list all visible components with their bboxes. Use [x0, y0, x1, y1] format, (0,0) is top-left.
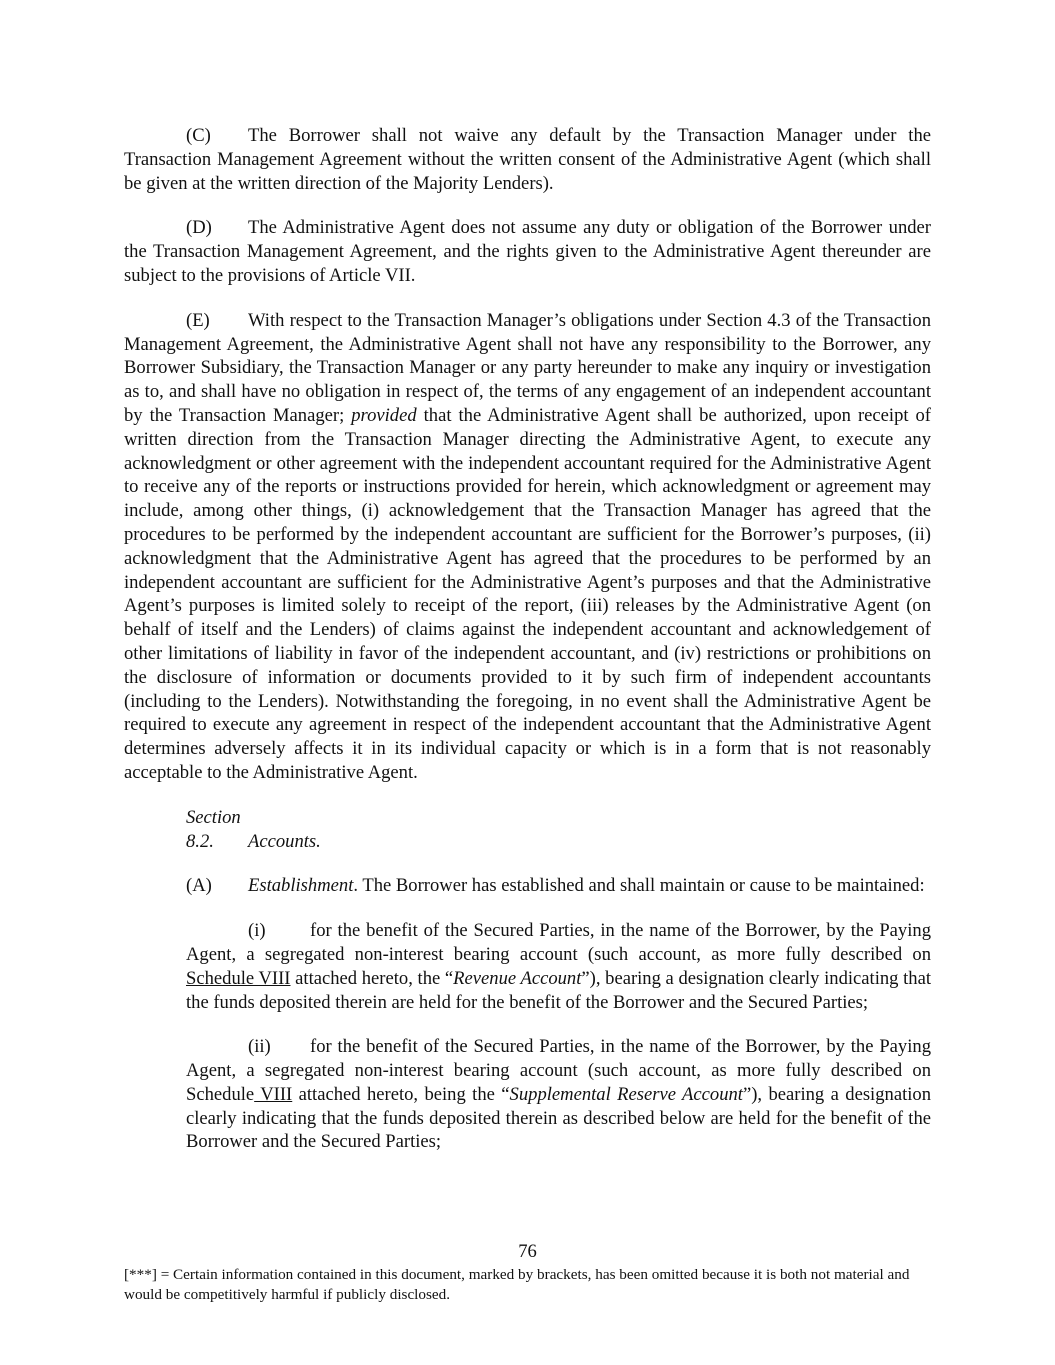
paragraph-text: . The Borrower has established and shall maintain or cause to be maintained: — [353, 875, 925, 897]
paragraph-label: (C) — [186, 125, 211, 146]
italic-heading: Establishment — [248, 875, 354, 897]
section-title: Accounts. — [248, 830, 321, 852]
paragraph-label: (A) — [186, 875, 212, 897]
footnote: [***] = Certain information contained in this document, marked by brackets, has been omitted because it is both not material and would be competitively harmful if publicly disclosed. — [124, 1266, 910, 1303]
paragraph-text: that the Administrative Agent shall be authorized, upon receipt of written direction from the Transaction Manager directing the Administrative Agent, to execute any acknowledgment or other agreement with the independent accountant required for the Administrative Agent to receive any of the reports or instructions provided for herein, which acknowledgment or agreement may include, among other things, (i) acknowledgement that the Transaction Manager has agreed that the procedures to be performed by the independent accountant are sufficient for the Borrower’s purposes, (ii) acknowledgment that the Administrative Agent has agreed that the procedures to be performed by an independent accountant are sufficient for the Administrative Agent’s purposes and that the Administrative Agent’s purposes is limited solely to receipt of the report, (iii) releases by the Administrative Agent (on behalf of itself and the Lenders) of claims against the independent accountant and acknowledgement of other limitations of liability in favor of the independent accountant, and (iv) restrictions or prohibitions on the disclosure of information or documents provided to it by such firm of independent accountants (including to the Lenders). Notwithstanding the foregoing, in no event shall the Administrative Agent be required to execute any agreement in respect of the independent accountant that the Administrative Agent determines adversely affects it in its individual capacity or which is in a form that is not reasonably acceptable to the Administrative Agent. — [124, 404, 931, 783]
paragraph-a — [124, 874, 931, 898]
paragraph-text: The Borrower shall not waive any default by the Transaction Manager under the Transaction Management Agreement without the written consent of the Administrative Agent (which shall be given at the written direction of the Majority Lenders). — [124, 125, 931, 194]
paragraph-label: (E) — [186, 309, 210, 331]
subparagraph-ii — [186, 1035, 931, 1154]
section-heading — [186, 806, 931, 854]
italic-term: provided — [351, 404, 417, 426]
paragraph-text: The Administrative Agent does not assume any duty or obligation of the Borrower under the Transaction Management Agreement, and the rights given to the Administrative Agent thereunder are subject to the provisions of Article VII. — [124, 217, 931, 286]
schedule-link[interactable]: VIII — [254, 1083, 293, 1105]
schedule-link[interactable]: Schedule VIII — [186, 967, 291, 989]
subparagraph-label: (i) — [248, 920, 266, 942]
defined-term: Supplemental Reserve Account — [509, 1083, 743, 1105]
subparagraph-i — [186, 919, 931, 1014]
paragraph-d — [124, 216, 931, 287]
document-page — [124, 124, 931, 1175]
subparagraph-label: (ii) — [248, 1036, 271, 1058]
subparagraph-text: for the benefit of the Secured Parties, in the name of the Borrower, by the Paying Agent, a segregated non-interest bearing account (such account, as more fully described on — [186, 920, 931, 965]
subparagraph-text: ”), bearing a designation clearly indicating that the funds deposited therein as described below are held for the benefit of the Borrower and the Secured Parties; — [186, 1083, 931, 1153]
paragraph-text: With respect to the Transaction Manager’s obligations under Section 4.3 of the Transaction Management Agreement, the Administrative Agent shall not have any responsibility to the Borrower, any Borrower Subsidiary, the Transaction Manager or any party hereunder to make any inquiry or investigation as to, and shall have no obligation in respect of, the terms of any engagement of an independent accountant by the Transaction Manager; — [124, 309, 931, 426]
subparagraph-text: ”), bearing a designation clearly indicating that the funds deposited therein are held for the benefit of the Borrower and the Secured Parties; — [186, 967, 932, 1013]
subparagraph-text: for the benefit of the Secured Parties, in the name of the Borrower, by the Paying Agent, a segregated non-interest bearing account (such account, as more fully described on Schedule — [186, 1036, 931, 1105]
paragraph-e — [124, 309, 931, 785]
section-number: Section 8.2. — [186, 806, 241, 852]
page-number: 76 — [518, 1241, 537, 1262]
defined-term: Revenue Account — [453, 967, 582, 989]
subparagraph-text: attached hereto, being the “ — [292, 1083, 510, 1105]
paragraph-label: (D) — [186, 217, 212, 239]
paragraph-c — [124, 124, 931, 195]
subparagraph-text: attached hereto, the “ — [290, 967, 454, 989]
